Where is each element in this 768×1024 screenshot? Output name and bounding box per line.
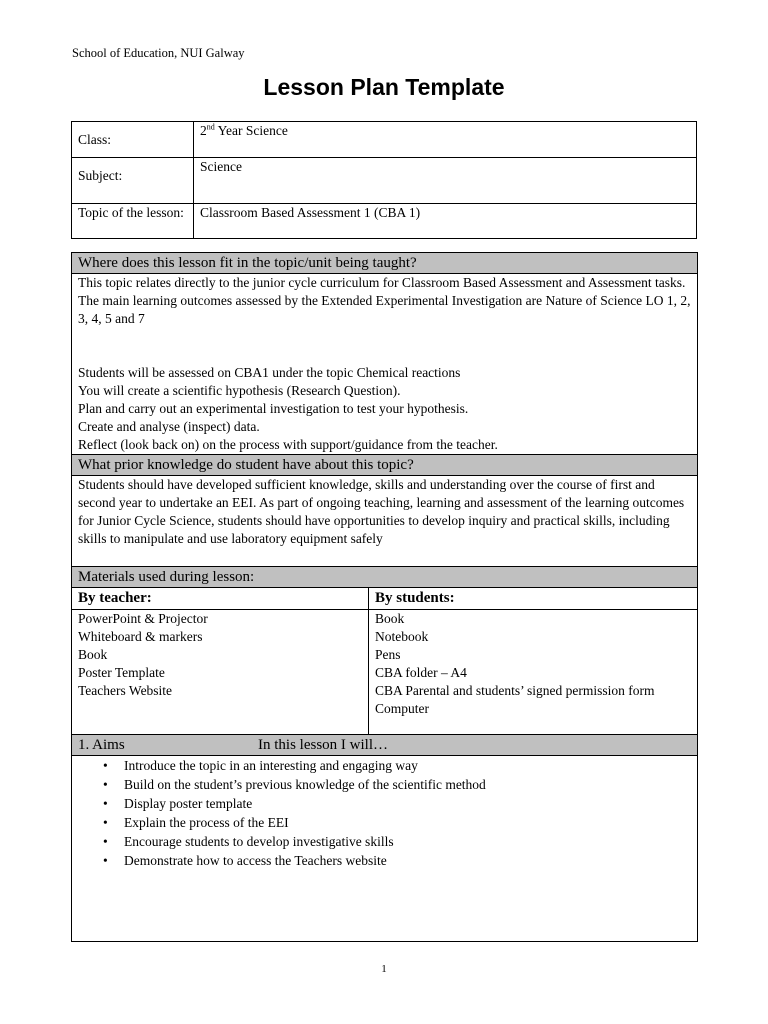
fit-line: Reflect (look back on) on the process with support/guidance from the teacher. [78, 437, 498, 452]
materials-heading-row [72, 567, 698, 588]
student-item: CBA folder – A4 [375, 665, 467, 680]
aims-content-row [72, 756, 698, 942]
student-item: Computer [375, 701, 429, 716]
class-value-sup: nd [206, 122, 215, 132]
teacher-item: Poster Template [78, 665, 165, 680]
students-column-heading: By students: [369, 588, 698, 610]
teacher-column-heading: By teacher: [72, 588, 369, 610]
class-value [194, 122, 697, 158]
materials-items-row [72, 610, 698, 735]
aims-item: • Introduce the topic in an interesting and engaging way [124, 756, 691, 775]
fit-heading-row [72, 253, 698, 274]
aims-heading-row [72, 735, 698, 756]
class-value-prefix: 2 [200, 123, 207, 138]
materials-columns-row [72, 588, 698, 610]
student-item: CBA Parental and students’ signed permission form [375, 683, 655, 698]
prior-content: Students should have developed sufficient knowledge, skills and understanding over the course of first and second year to undertake an EEI. As part of ongoing teaching, learning and assessment of the learning outcomes for Junior Cycle Science, students should have opportunities to develop inquiry and practical skills, including skills to manipulate and use laboratory equipment safely [72, 476, 698, 567]
aims-item: • Encourage students to develop investigative skills [124, 832, 691, 851]
aims-item: • Demonstrate how to access the Teachers website [124, 851, 691, 870]
student-item: Notebook [375, 629, 429, 644]
student-items [369, 610, 698, 735]
subject-row [72, 158, 697, 204]
aims-subheading: In this lesson I will… [258, 737, 388, 753]
fit-line: Plan and carry out an experimental investigation to test your hypothesis. [78, 401, 469, 416]
aims-list [78, 756, 691, 870]
teacher-items [72, 610, 369, 735]
subject-label: Subject: [72, 158, 194, 204]
document-title: Lesson Plan Template [263, 74, 505, 100]
aims-item: • Display poster template [124, 794, 691, 813]
fit-paragraph: This topic relates directly to the junior cycle curriculum for Classroom Based Assessment and Assessment tasks. The main learning outcomes assessed by the Extended Experimental Investigation are Nature of Science LO 1, 2, 3, 4, 5 and 7 [78, 275, 691, 326]
fit-heading: Where does this lesson fit in the topic/unit being taught? [72, 253, 698, 274]
aims-label: 1. Aims [78, 737, 125, 753]
teacher-item: PowerPoint & Projector [78, 611, 208, 626]
topic-row [72, 204, 697, 239]
materials-heading: Materials used during lesson: [72, 567, 698, 588]
subject-value: Science [194, 158, 697, 204]
teacher-item: Teachers Website [78, 683, 173, 698]
aims-item: • Build on the student’s previous knowledge of the scientific method [124, 775, 691, 794]
topic-value: Classroom Based Assessment 1 (CBA 1) [194, 204, 697, 239]
fit-content [72, 274, 698, 455]
class-row [72, 122, 697, 158]
fit-line: Create and analyse (inspect) data. [78, 419, 260, 434]
lesson-plan-table [71, 252, 698, 942]
lesson-info-table [71, 121, 697, 239]
teacher-item: Book [78, 647, 108, 662]
student-item: Pens [375, 647, 401, 662]
student-item: Book [375, 611, 405, 626]
prior-heading-row [72, 455, 698, 476]
aims-item: • Explain the process of the EEI [124, 813, 691, 832]
class-value-rest: Year Science [214, 123, 288, 138]
topic-label: Topic of the lesson: [72, 204, 194, 239]
teacher-item: Whiteboard & markers [78, 629, 203, 644]
institution-header: School of Education, NUI Galway [72, 46, 245, 60]
fit-line: Students will be assessed on CBA1 under the topic Chemical reactions [78, 365, 461, 380]
prior-content-row [72, 476, 698, 567]
fit-content-row [72, 274, 698, 455]
class-label: Class: [72, 122, 194, 158]
prior-heading: What prior knowledge do student have about this topic? [72, 455, 698, 476]
page-number: 1 [381, 963, 387, 975]
fit-line: You will create a scientific hypothesis (Research Question). [78, 383, 401, 398]
aims-heading [72, 735, 698, 756]
aims-content [72, 756, 698, 942]
